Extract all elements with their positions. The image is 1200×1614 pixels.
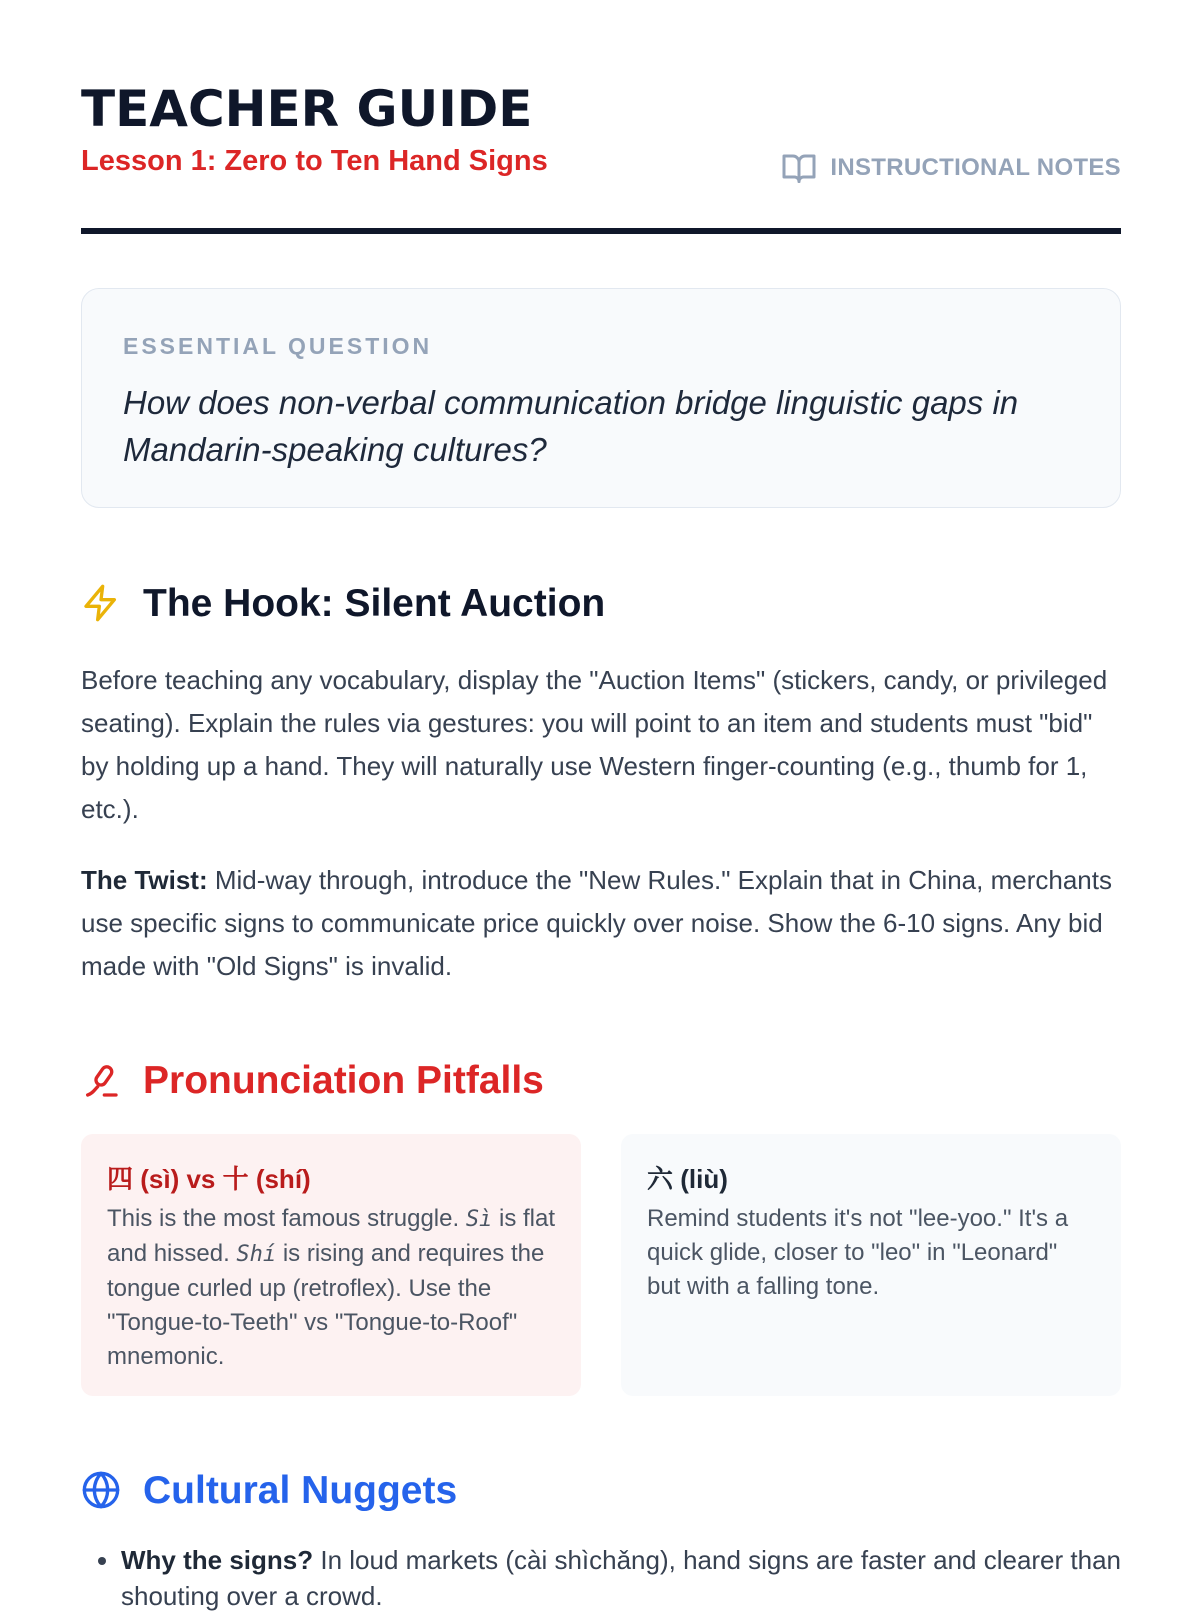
pitfall-card-text: Remind students it's not "lee-yoo." It's a quick glide, closer to "leo" in "Leonard" but with a falling tone. bbox=[647, 1205, 1069, 1300]
pitfall-card-text bbox=[107, 1202, 555, 1374]
instructional-notes-text: INSTRUCTIONAL NOTES bbox=[830, 154, 1121, 181]
page-title: TEACHER GUIDE bbox=[81, 80, 533, 138]
hook-section-heading bbox=[81, 583, 605, 623]
list-item bbox=[121, 1542, 1161, 1614]
pitfall-text-part: is rising and requires the tongue curled up (retroflex). Use the "Tongue-to-Teeth" vs "Tongue-to-Roof" mnemonic. bbox=[107, 1240, 545, 1370]
instructional-notes-label bbox=[780, 150, 1121, 186]
microphone-icon bbox=[81, 1060, 121, 1100]
lesson-subtitle: Lesson 1: Zero to Ten Hand Signs bbox=[81, 145, 548, 177]
culture-list bbox=[81, 1542, 1161, 1614]
nugget-text: In loud markets (cài shìchǎng), hand signs are faster and clearer than shouting over a crowd. bbox=[121, 1545, 1122, 1611]
globe-icon bbox=[81, 1470, 121, 1510]
essential-question-text: How does non-verbal communication bridge linguistic gaps in Mandarin-speaking cultures? bbox=[123, 384, 1019, 468]
essential-question-label: ESSENTIAL QUESTION bbox=[123, 333, 433, 359]
pitfall-text-part: This is the most famous struggle. bbox=[107, 1205, 466, 1232]
culture-title: Cultural Nuggets bbox=[143, 1468, 458, 1512]
pitfall-card-liu bbox=[621, 1134, 1121, 1396]
pitfall-card-heading: 六 (liù) bbox=[647, 1164, 728, 1194]
pitfall-text-part: is flat and hissed. bbox=[107, 1205, 555, 1267]
essential-question-box bbox=[81, 288, 1121, 508]
pitfall-card-heading: 四 (sì) vs 十 (shí) bbox=[107, 1164, 311, 1194]
pitfalls-section-heading bbox=[81, 1060, 544, 1100]
twist-text: Mid-way through, introduce the "New Rules." Explain that in China, merchants use specific signs to communicate price quickly over noise. Show the 6-10 signs. Any bid made with "Old Signs" is invalid. bbox=[81, 865, 1112, 981]
nugget-label: Why the signs? bbox=[121, 1545, 314, 1575]
open-book-icon bbox=[780, 150, 818, 186]
page-header bbox=[81, 80, 1121, 235]
hook-title: The Hook: Silent Auction bbox=[143, 581, 606, 625]
pitfall-card-si-shi bbox=[81, 1134, 581, 1396]
lightning-icon bbox=[81, 583, 121, 623]
header-divider bbox=[81, 228, 1121, 234]
pitfalls-title: Pronunciation Pitfalls bbox=[143, 1058, 544, 1102]
hook-twist-paragraph bbox=[81, 859, 1121, 988]
hook-paragraph: Before teaching any vocabulary, display the "Auction Items" (stickers, candy, or privileged seating). Explain the rules via gestures: you will point to an item and students must "bid" by holding up a hand. They will naturally use Western finger-counting (e.g., thumb for 1, etc.). bbox=[81, 665, 1108, 824]
pitfall-term-si: Sì bbox=[465, 1207, 493, 1232]
twist-label: The Twist: bbox=[81, 865, 208, 895]
pitfall-term-shi: Shí bbox=[236, 1242, 277, 1267]
culture-section-heading bbox=[81, 1470, 457, 1510]
